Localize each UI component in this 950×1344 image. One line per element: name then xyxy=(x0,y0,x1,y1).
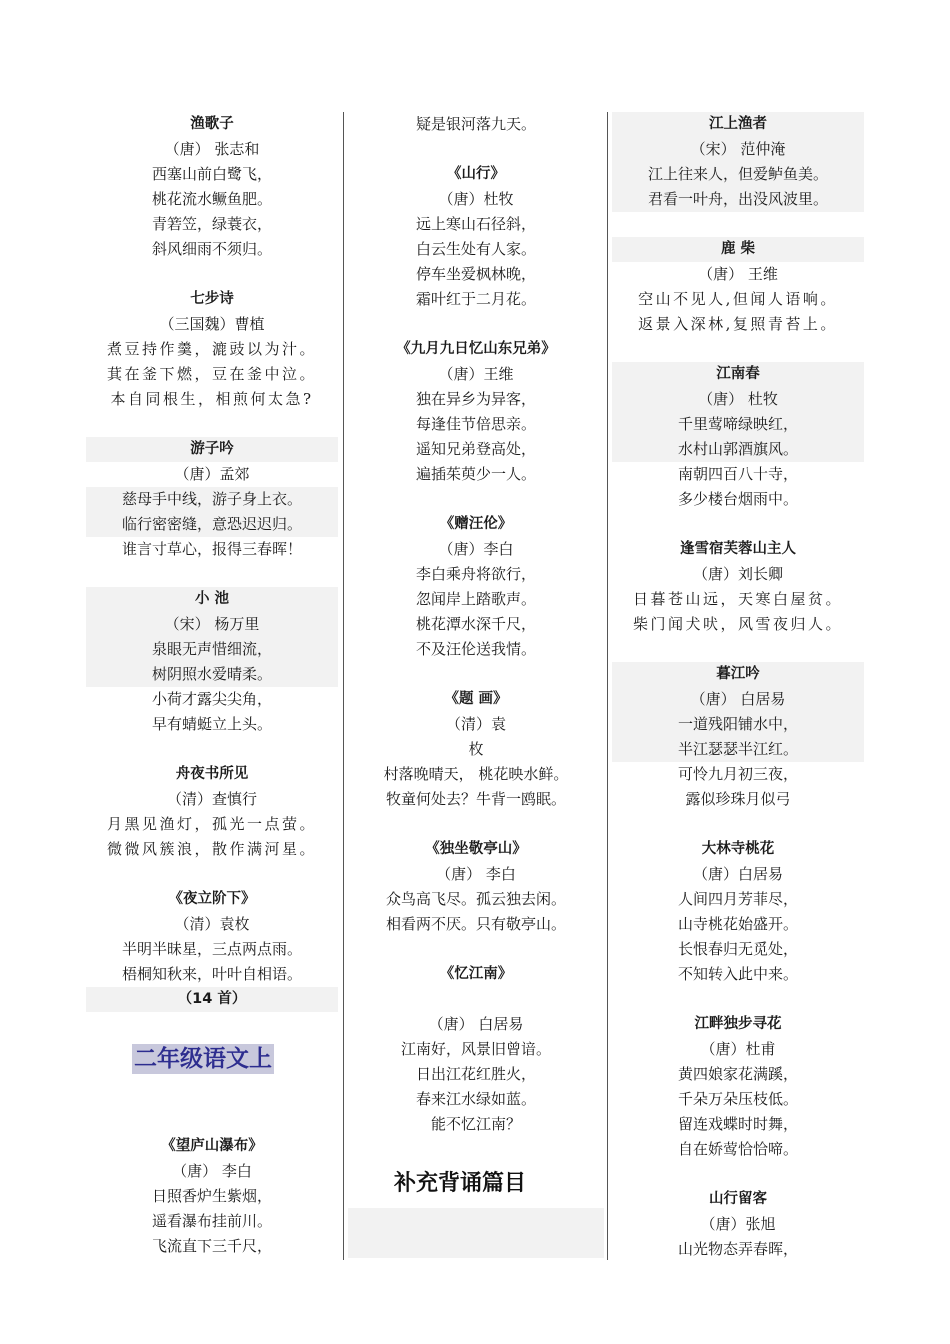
poem-line: 一道残阳铺水中， xyxy=(612,712,864,737)
column-divider-2 xyxy=(607,112,608,1260)
poem-line: （唐）孟郊 xyxy=(174,465,250,483)
poem-line: 忽闻岸上踏歌声。 xyxy=(415,590,536,608)
poem-line: 李白乘舟将欲行， xyxy=(415,565,536,583)
poem-line: （三国魏）曹植 xyxy=(159,315,265,333)
poem-title: 《望庐山瀑布》 xyxy=(161,1138,263,1154)
poem-line: （宋） 杨万里 xyxy=(86,612,338,637)
poem-line: （唐） 王维 xyxy=(698,265,778,283)
poem-line: （唐）李白 xyxy=(438,540,514,558)
poem-line: 相看两不厌。只有敬亭山。 xyxy=(385,915,566,933)
poem-line: （唐）张旭 xyxy=(700,1215,776,1233)
poem-line: 谁言寸草心，报得三春晖！ xyxy=(121,540,302,558)
poem-line: 黄四娘家花满蹊， xyxy=(677,1065,798,1083)
poem-line: （唐）杜甫 xyxy=(700,1040,776,1058)
poem-line: 半江瑟瑟半江红。 xyxy=(612,737,864,762)
poem-title: 《赠汪伦》 xyxy=(439,516,513,532)
poem-line: （唐）刘长卿 xyxy=(692,565,783,583)
poem-line: 不及汪伦送我情。 xyxy=(415,640,536,658)
poem-line: 梧桐知秋来，叶叶自相语。 xyxy=(121,965,302,983)
poem-line: 村落晚晴天， 桃花映水鲜。 xyxy=(383,765,569,783)
poem-line: 春来江水绿如蓝。 xyxy=(415,1090,536,1108)
poem-line: 萁在釜下燃，豆在釜中泣。 xyxy=(106,365,317,383)
poem-line: 山光物态弄春晖， xyxy=(677,1240,798,1258)
poem-line: （唐） 李白 xyxy=(172,1162,252,1180)
poem-line: 遍插茱萸少一人。 xyxy=(415,465,536,483)
poem-line: 远上寒山石径斜， xyxy=(415,215,536,233)
poem-line: 疑是银河落九天。 xyxy=(415,115,536,133)
poem-line: （唐） 杜牧 xyxy=(612,387,864,412)
poem-line: 长恨春归无觅处， xyxy=(677,940,798,958)
poem-line: 停车坐爱枫林晚， xyxy=(415,265,536,283)
poem-line: 不知转入此中来。 xyxy=(677,965,798,983)
poem-line: （唐） 白居易 xyxy=(612,687,864,712)
poem-line: （唐）杜牧 xyxy=(438,190,514,208)
poem-line: 露似珍珠月似弓 xyxy=(685,790,791,808)
poem-line: 山寺桃花始盛开。 xyxy=(677,915,798,933)
poem-line: 空山不见人,但闻人语响。 xyxy=(638,290,838,308)
supplement-shade xyxy=(348,1208,604,1258)
poem-line: 微微风簇浪，散作满河星。 xyxy=(106,840,317,858)
poem-line: 人间四月芳菲尽， xyxy=(677,890,798,908)
poem-line: 江上往来人，但爱鲈鱼美。 xyxy=(612,162,864,187)
poem-title: 渔歌子 xyxy=(190,116,234,132)
poem-line: 树阴照水爱晴柔。 xyxy=(86,662,338,687)
poem-title: 《题 画》 xyxy=(444,691,508,707)
poem-line: 留连戏蝶时时舞， xyxy=(677,1115,798,1133)
poem-title: 《山行》 xyxy=(447,166,505,182)
poem-title: 《夜立阶下》 xyxy=(168,891,256,907)
poem-line: 泉眼无声惜细流， xyxy=(86,637,338,662)
poem-line: 桃花潭水深千尺， xyxy=(415,615,536,633)
grade-heading: 二年级语文上 xyxy=(134,1046,272,1072)
poem-title: 江上渔者 xyxy=(612,112,864,137)
poem-title: 大林寺桃花 xyxy=(701,841,775,857)
poem-line: （唐）王维 xyxy=(438,365,514,383)
poem-line: 本自同根生，相煎何太急? xyxy=(110,390,314,408)
poem-line: （清）查慎行 xyxy=(166,790,257,808)
poem-line: （唐） 白居易 xyxy=(428,1015,524,1033)
poem-line: 桃花流水鳜鱼肥。 xyxy=(151,190,272,208)
poem-title: （14 首） xyxy=(86,987,338,1012)
poem-line: 日出江花红胜火， xyxy=(415,1065,536,1083)
poem-line: 月黑见渔灯，孤光一点萤。 xyxy=(106,815,317,833)
poem-title: 暮江吟 xyxy=(612,662,864,687)
poem-line: 众鸟高飞尽。孤云独去闲。 xyxy=(385,890,566,908)
poem-line: 早有蜻蜓立上头。 xyxy=(151,715,272,733)
poem-line: 独在异乡为异客， xyxy=(415,390,536,408)
poem-line: 遥知兄弟登高处， xyxy=(415,440,536,458)
poem-line: 可怜九月初三夜， xyxy=(677,765,798,783)
poem-line: （唐） 李白 xyxy=(436,865,516,883)
poem-line: 慈母手中线，游子身上衣。 xyxy=(86,487,338,512)
poem-title: 逢雪宿芙蓉山主人 xyxy=(680,541,796,557)
poem-line: （唐）白居易 xyxy=(692,865,783,883)
poem-line: 飞流直下三千尺， xyxy=(151,1237,272,1255)
poem-line: 霜叶红于二月花。 xyxy=(415,290,536,308)
poem-title: 游子吟 xyxy=(86,437,338,462)
poem-line: 南朝四百八十寺， xyxy=(677,465,798,483)
column-divider-1 xyxy=(343,112,344,1260)
poem-line: （宋） 范仲淹 xyxy=(612,137,864,162)
poem-line: 斜风细雨不须归。 xyxy=(151,240,272,258)
poem-line: （清）袁 xyxy=(445,715,506,733)
poem-title: 鹿 柴 xyxy=(612,237,864,262)
poem-title: 小 池 xyxy=(86,587,338,612)
poem-line: 每逢佳节倍思亲。 xyxy=(415,415,536,433)
poem-title: 七步诗 xyxy=(190,291,234,307)
poem-line: 小荷才露尖尖角， xyxy=(151,690,272,708)
poem-line: 西塞山前白鹭飞， xyxy=(151,165,272,183)
poem-line: 日暮苍山远，天寒白屋贫。 xyxy=(632,590,843,608)
supplement-heading: 补充背诵篇目 xyxy=(394,1171,527,1196)
poem-line: 千朵万朵压枝低。 xyxy=(677,1090,798,1108)
poem-title: 《九月九日忆山东兄弟》 xyxy=(396,341,556,357)
poem-line: （清）袁枚 xyxy=(174,915,250,933)
poem-line: 牧童何处去？牛背一鸥眠。 xyxy=(385,790,566,808)
poem-line: 能不忆江南？ xyxy=(430,1115,521,1133)
poem-line: 千里莺啼绿映红， xyxy=(612,412,864,437)
poem-line: 多少楼台烟雨中。 xyxy=(677,490,798,508)
poem-line: （唐） 张志和 xyxy=(164,140,260,158)
poem-line: 遥看瀑布挂前川。 xyxy=(151,1212,272,1230)
poem-line: 君看一叶舟，出没风波里。 xyxy=(612,187,864,212)
poem-line: 临行密密缝，意恐迟迟归。 xyxy=(86,512,338,537)
poem-title: 江南春 xyxy=(612,362,864,387)
poem-title: 舟夜书所见 xyxy=(175,766,249,782)
poem-line: 水村山郭酒旗风。 xyxy=(612,437,864,462)
poem-title: 江畔独步寻花 xyxy=(694,1016,782,1032)
poem-line: 枚 xyxy=(468,740,484,758)
poem-line: 白云生处有人家。 xyxy=(415,240,536,258)
poem-line: 半明半昧星，三点两点雨。 xyxy=(121,940,302,958)
poem-line: 煮豆持作羹，漉豉以为汁。 xyxy=(106,340,317,358)
poem-title: 《独坐敬亭山》 xyxy=(425,841,527,857)
poem-title: 山行留客 xyxy=(709,1191,767,1207)
poem-title: 《忆江南》 xyxy=(439,966,513,982)
poem-line: 自在娇莺恰恰啼。 xyxy=(677,1140,798,1158)
poem-line: 日照香炉生紫烟， xyxy=(151,1187,272,1205)
poem-line: 返景入深林,复照青苔上。 xyxy=(638,315,838,333)
poem-line: 江南好，风景旧曾谙。 xyxy=(400,1040,551,1058)
poem-line: 柴门闻犬吠，风雪夜归人。 xyxy=(632,615,843,633)
poem-line: 青箬笠，绿蓑衣， xyxy=(151,215,272,233)
